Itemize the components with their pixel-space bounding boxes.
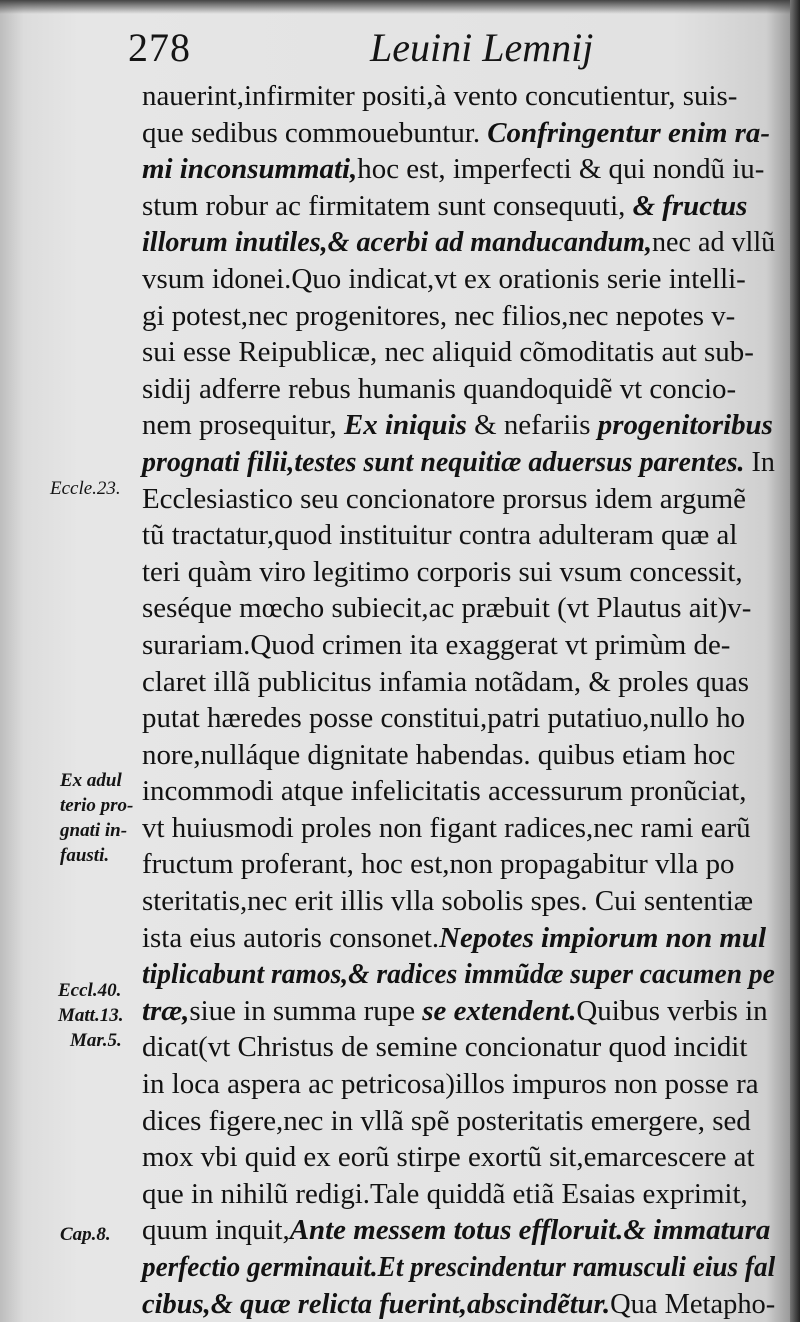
text-line (142, 261, 775, 298)
text-line (142, 1103, 775, 1140)
roman-run: & nefariis (466, 409, 598, 442)
text-line (142, 700, 775, 737)
roman-run: ista eius autoris consonet. (142, 921, 440, 954)
margin-note-matt-13: Matt.13. (58, 1005, 124, 1026)
roman-run: dicat(vt Christus de semine concionatur quod incidit (142, 1031, 748, 1064)
roman-run: incommodi atque infelicitatis accessurum pronũciat, (142, 775, 747, 808)
roman-run: teri quàm viro legitimo corporis sui vsum concessit, (142, 555, 743, 588)
italic-run: perfectio germinauit.Et prescindentur ramusculi eius fal (142, 1251, 776, 1283)
roman-run: que in nihilũ redigi.Tale quiddã etiã Esaias exprimit, (142, 1177, 748, 1210)
text-line (142, 773, 775, 810)
roman-run: que sedibus commouebuntur. (142, 116, 488, 149)
text-line (142, 993, 775, 1030)
italic-run: Ante messem totus effloruit.& immatura (289, 1214, 771, 1247)
roman-run: gi potest,nec progenitores, nec filios,nec nepotes v- (142, 299, 736, 332)
italic-run: & fructus (632, 189, 748, 222)
text-line (142, 1212, 775, 1249)
text-line (142, 737, 775, 774)
roman-run: sui esse Reipublicæ, nec aliquid cõmoditatis aut sub- (142, 336, 754, 369)
text-line (142, 664, 775, 701)
margin-note-ex-adul-4: fausti. (60, 845, 110, 866)
margin-notes (0, 0, 140, 1322)
text-line (142, 407, 775, 444)
margin-note-mar-5: Mar.5. (70, 1030, 122, 1051)
italic-run: progenitoribus (597, 409, 773, 442)
text-line (142, 1139, 775, 1176)
roman-run: surariam.Quod crimen ita exaggerat vt primùm de- (142, 628, 731, 661)
text-line (142, 920, 775, 957)
roman-run: Quibus verbis in (576, 994, 768, 1027)
italic-run: cibus,& quæ relicta fuerint,abscindẽtur. (142, 1287, 611, 1320)
margin-note-eccl-40: Eccl.40. (58, 980, 122, 1001)
text-line (142, 371, 775, 408)
roman-run: fructum proferant, hoc est,non propagabitur vlla po (142, 848, 735, 881)
italic-run: Confringentur enim ra- (487, 116, 771, 149)
roman-run: vsum idonei.Quo indicat,vt ex orationis serie intelli- (142, 262, 746, 295)
running-title: Leuini Lemnij (370, 25, 594, 70)
text-line (142, 115, 775, 152)
roman-run: siue in summa rupe (189, 994, 423, 1027)
text-line (142, 810, 775, 847)
italic-run: Ex iniquis (343, 409, 467, 442)
text-line (142, 590, 775, 627)
text-line (142, 1066, 775, 1103)
roman-run: mox vbi quid ex eorũ stirpe exortũ sit,emarcescere at (142, 1141, 755, 1174)
roman-run: quum inquit, (142, 1214, 290, 1247)
italic-run: se extendent. (422, 994, 577, 1027)
roman-run: seséque mœcho subiecit,ac præbuit (vt Plautus ait)v- (142, 592, 752, 625)
margin-note-ex-adul-2: terio pro- (60, 795, 134, 816)
roman-run: vt huiusmodi proles non figant radices,nec rami earũ (142, 811, 751, 844)
roman-run: hoc est, imperfecti & qui nondũ iu- (357, 153, 765, 186)
margin-note-cap-8: Cap.8. (60, 1224, 111, 1245)
text-line (142, 444, 775, 481)
margin-note-eccle-23: Eccle.23. (50, 478, 121, 499)
page-edge-shadow (790, 0, 800, 1322)
text-line (142, 224, 776, 261)
roman-run: stum robur ac firmitatem sunt consequuti, (142, 189, 633, 222)
roman-run: steritatis,nec erit illis vlla sobolis spes. Cui sententiæ (142, 885, 754, 918)
roman-run: tũ tractatur,quod instituitur contra adulteram quæ al (142, 519, 738, 552)
italic-run: træ, (142, 994, 190, 1027)
italic-run: illorum inutiles,& acerbi ad manducandum, (142, 226, 653, 259)
text-line (142, 188, 775, 225)
text-line (142, 627, 775, 664)
roman-run: putat hæredes posse constitui,patri putatiuo,nullo ho (142, 702, 746, 735)
italic-run: Nepotes impiorum non mul (439, 921, 766, 954)
text-line (142, 1286, 776, 1322)
text-line (142, 1249, 776, 1286)
text-line (142, 151, 775, 188)
text-line (142, 481, 775, 518)
roman-run: nauerint,infirmiter positi,à vento concutientur, suis- (142, 80, 738, 112)
text-line (142, 554, 775, 591)
italic-run: prognati filii,testes sunt nequitiæ aduersus parentes. (142, 445, 745, 478)
text-line (142, 846, 775, 883)
text-line (142, 78, 775, 115)
roman-run: In (744, 445, 775, 478)
roman-run: dices figere,nec in vllã spẽ posteritatis emergere, sed (142, 1104, 751, 1137)
roman-run: nec ad vllũ (652, 226, 776, 259)
roman-run: sidij adferre rebus humanis quandoquidẽ vt concio- (142, 372, 737, 405)
roman-run: nem prosequitur, (142, 409, 344, 442)
roman-run: claret illã publicitus infamia notãdam, & proles quas (142, 665, 749, 698)
text-line (142, 1029, 775, 1066)
roman-run: Ecclesiastico seu concionatore prorsus idem argumẽ (142, 482, 746, 515)
text-line (142, 517, 775, 554)
margin-note-ex-adul-1: Ex adul (60, 770, 122, 791)
text-line (142, 1176, 775, 1213)
margin-note-ex-adul-3: gnati in- (60, 820, 128, 841)
text-line (142, 298, 775, 335)
text-line (142, 334, 775, 371)
italic-run: mi inconsummati, (142, 153, 358, 186)
italic-run: tiplicabunt ramos,& radices immũdæ super cacumen pe (142, 958, 775, 991)
roman-run: in loca aspera ac petricosa)illos impuros non posse ra (142, 1068, 759, 1101)
roman-run: nore,nulláque dignitate habendas. quibus etiam hoc (142, 738, 736, 771)
text-line (142, 883, 775, 920)
roman-run: Qua Metapho- (610, 1287, 776, 1320)
body-text (142, 78, 777, 1322)
page-number: 278 (128, 25, 191, 70)
text-line (142, 956, 775, 993)
